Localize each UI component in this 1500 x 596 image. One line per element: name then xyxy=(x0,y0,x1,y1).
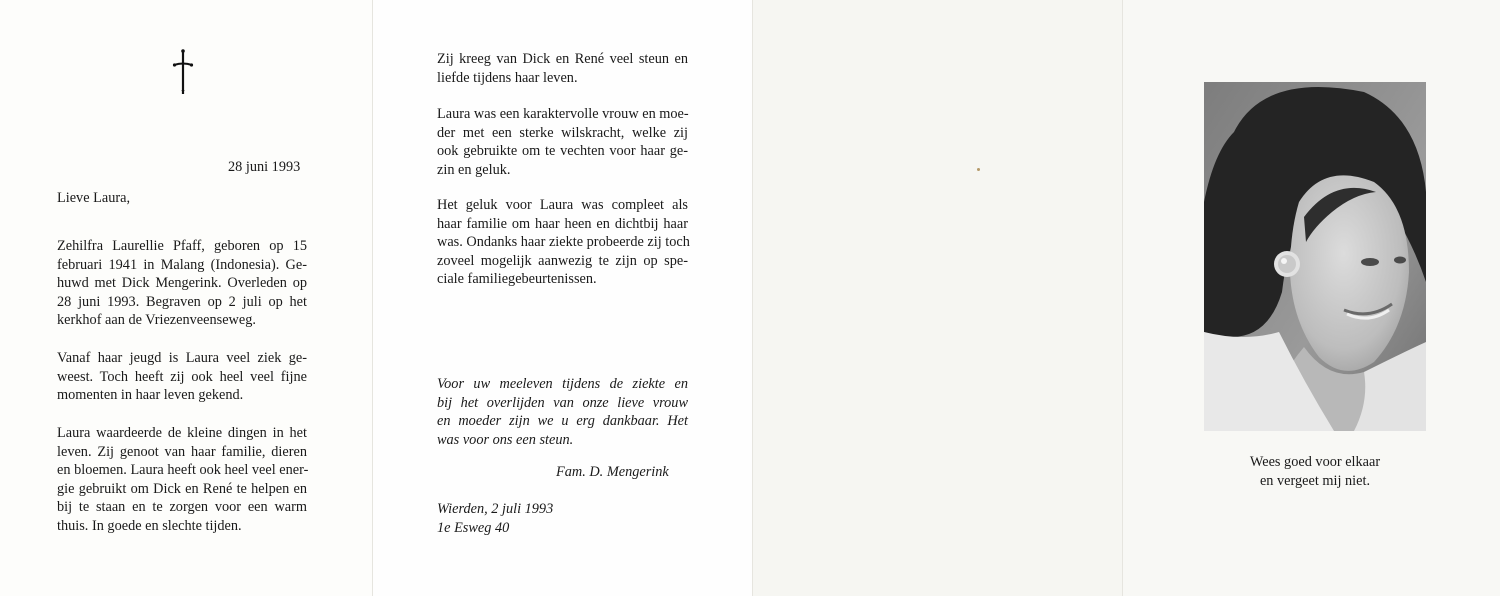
text-line: en bloemen. Laura heeft ook heel veel ener- xyxy=(57,462,309,479)
caption-line: en vergeet mij niet. xyxy=(1259,473,1371,489)
text-line: ook gebruikte om te vechten voor haar ge- xyxy=(437,143,688,160)
signature: Fam. D. Mengerink xyxy=(556,464,669,480)
text-line: 28 juni 1993. Begraven op 2 juli op het xyxy=(57,293,307,310)
text-line: bij het overlijden van onze lieve vrouw xyxy=(437,394,688,411)
text-line: Het geluk voor Laura was compleet als xyxy=(437,197,688,213)
death-date: 28 juni 1993 xyxy=(228,159,301,175)
appreciation-paragraph xyxy=(57,424,307,536)
caption-line: Wees goed voor elkaar xyxy=(1249,454,1381,470)
text-line: momenten in haar leven gekend. xyxy=(57,387,244,404)
fold-line xyxy=(752,0,753,596)
text-line: der met een sterke wilskracht, welke zij xyxy=(437,124,688,141)
text-line: weest. Toch heeft zij ook heel veel fijne xyxy=(57,368,307,385)
address: 1e Esweg 40 xyxy=(437,520,510,536)
text-line: Voor uw meeleven tijdens de ziekte en xyxy=(437,376,688,392)
portrait-illustration xyxy=(1204,82,1426,431)
text-line: zoveel mogelijk aanwezig te zijn op spe- xyxy=(437,252,688,269)
paper-speck xyxy=(977,168,980,171)
text-line: was. Ondanks haar ziekte probeerde zij toch xyxy=(437,234,690,251)
portrait-photo xyxy=(1204,82,1426,431)
salutation: Lieve Laura, xyxy=(57,190,131,206)
text-line: ciale familiegebeurtenissen. xyxy=(437,271,597,288)
text-line: en moeder zijn we u erg dankbaar. Het xyxy=(437,413,688,430)
biography-paragraph xyxy=(57,237,307,330)
text-line: gie gebruikt om Dick en René te helpen en xyxy=(57,480,307,497)
youth-paragraph xyxy=(57,349,307,405)
character-paragraph xyxy=(437,105,688,179)
text-line: bij te staan en te zorgen voor een warm xyxy=(57,499,307,516)
text-line: zin en geluk. xyxy=(437,161,511,178)
photo-caption xyxy=(1230,453,1400,491)
text-line: leven. Zij genoot van haar familie, dieren xyxy=(57,443,307,460)
text-line: was voor ons een steun. xyxy=(437,431,574,448)
text-line: Laura waardeerde de kleine dingen in het xyxy=(57,425,307,441)
page-inner-right xyxy=(372,0,752,596)
fold-line xyxy=(1122,0,1123,596)
text-line: huwd met Dick Mengerink. Overleden op xyxy=(57,275,307,292)
text-line: kerkhof aan de Vriezenveenseweg. xyxy=(57,312,256,329)
text-line: Laura was een karaktervolle vrouw en moe- xyxy=(437,106,689,122)
page-blank xyxy=(752,0,1122,596)
text-line: haar familie om haar heen en dichtbij haar xyxy=(437,215,688,232)
thanks-paragraph xyxy=(437,375,688,449)
text-line: thuis. In goede en slechte tijden. xyxy=(57,517,242,534)
text-line: februari 1941 in Malang (Indonesia). Ge- xyxy=(57,256,307,273)
support-paragraph xyxy=(437,50,688,87)
text-line: Zehilfra Laurellie Pfaff, geboren op 15 xyxy=(57,238,307,254)
text-line: liefde tijdens haar leven. xyxy=(437,69,578,86)
text-line: Zij kreeg van Dick en René veel steun en xyxy=(437,51,688,67)
place-date: Wierden, 2 juli 1993 xyxy=(437,501,554,517)
text-line: Vanaf haar jeugd is Laura veel ziek ge- xyxy=(57,350,307,366)
cross-icon xyxy=(172,48,194,96)
happiness-paragraph xyxy=(437,196,688,289)
fold-line xyxy=(372,0,373,596)
